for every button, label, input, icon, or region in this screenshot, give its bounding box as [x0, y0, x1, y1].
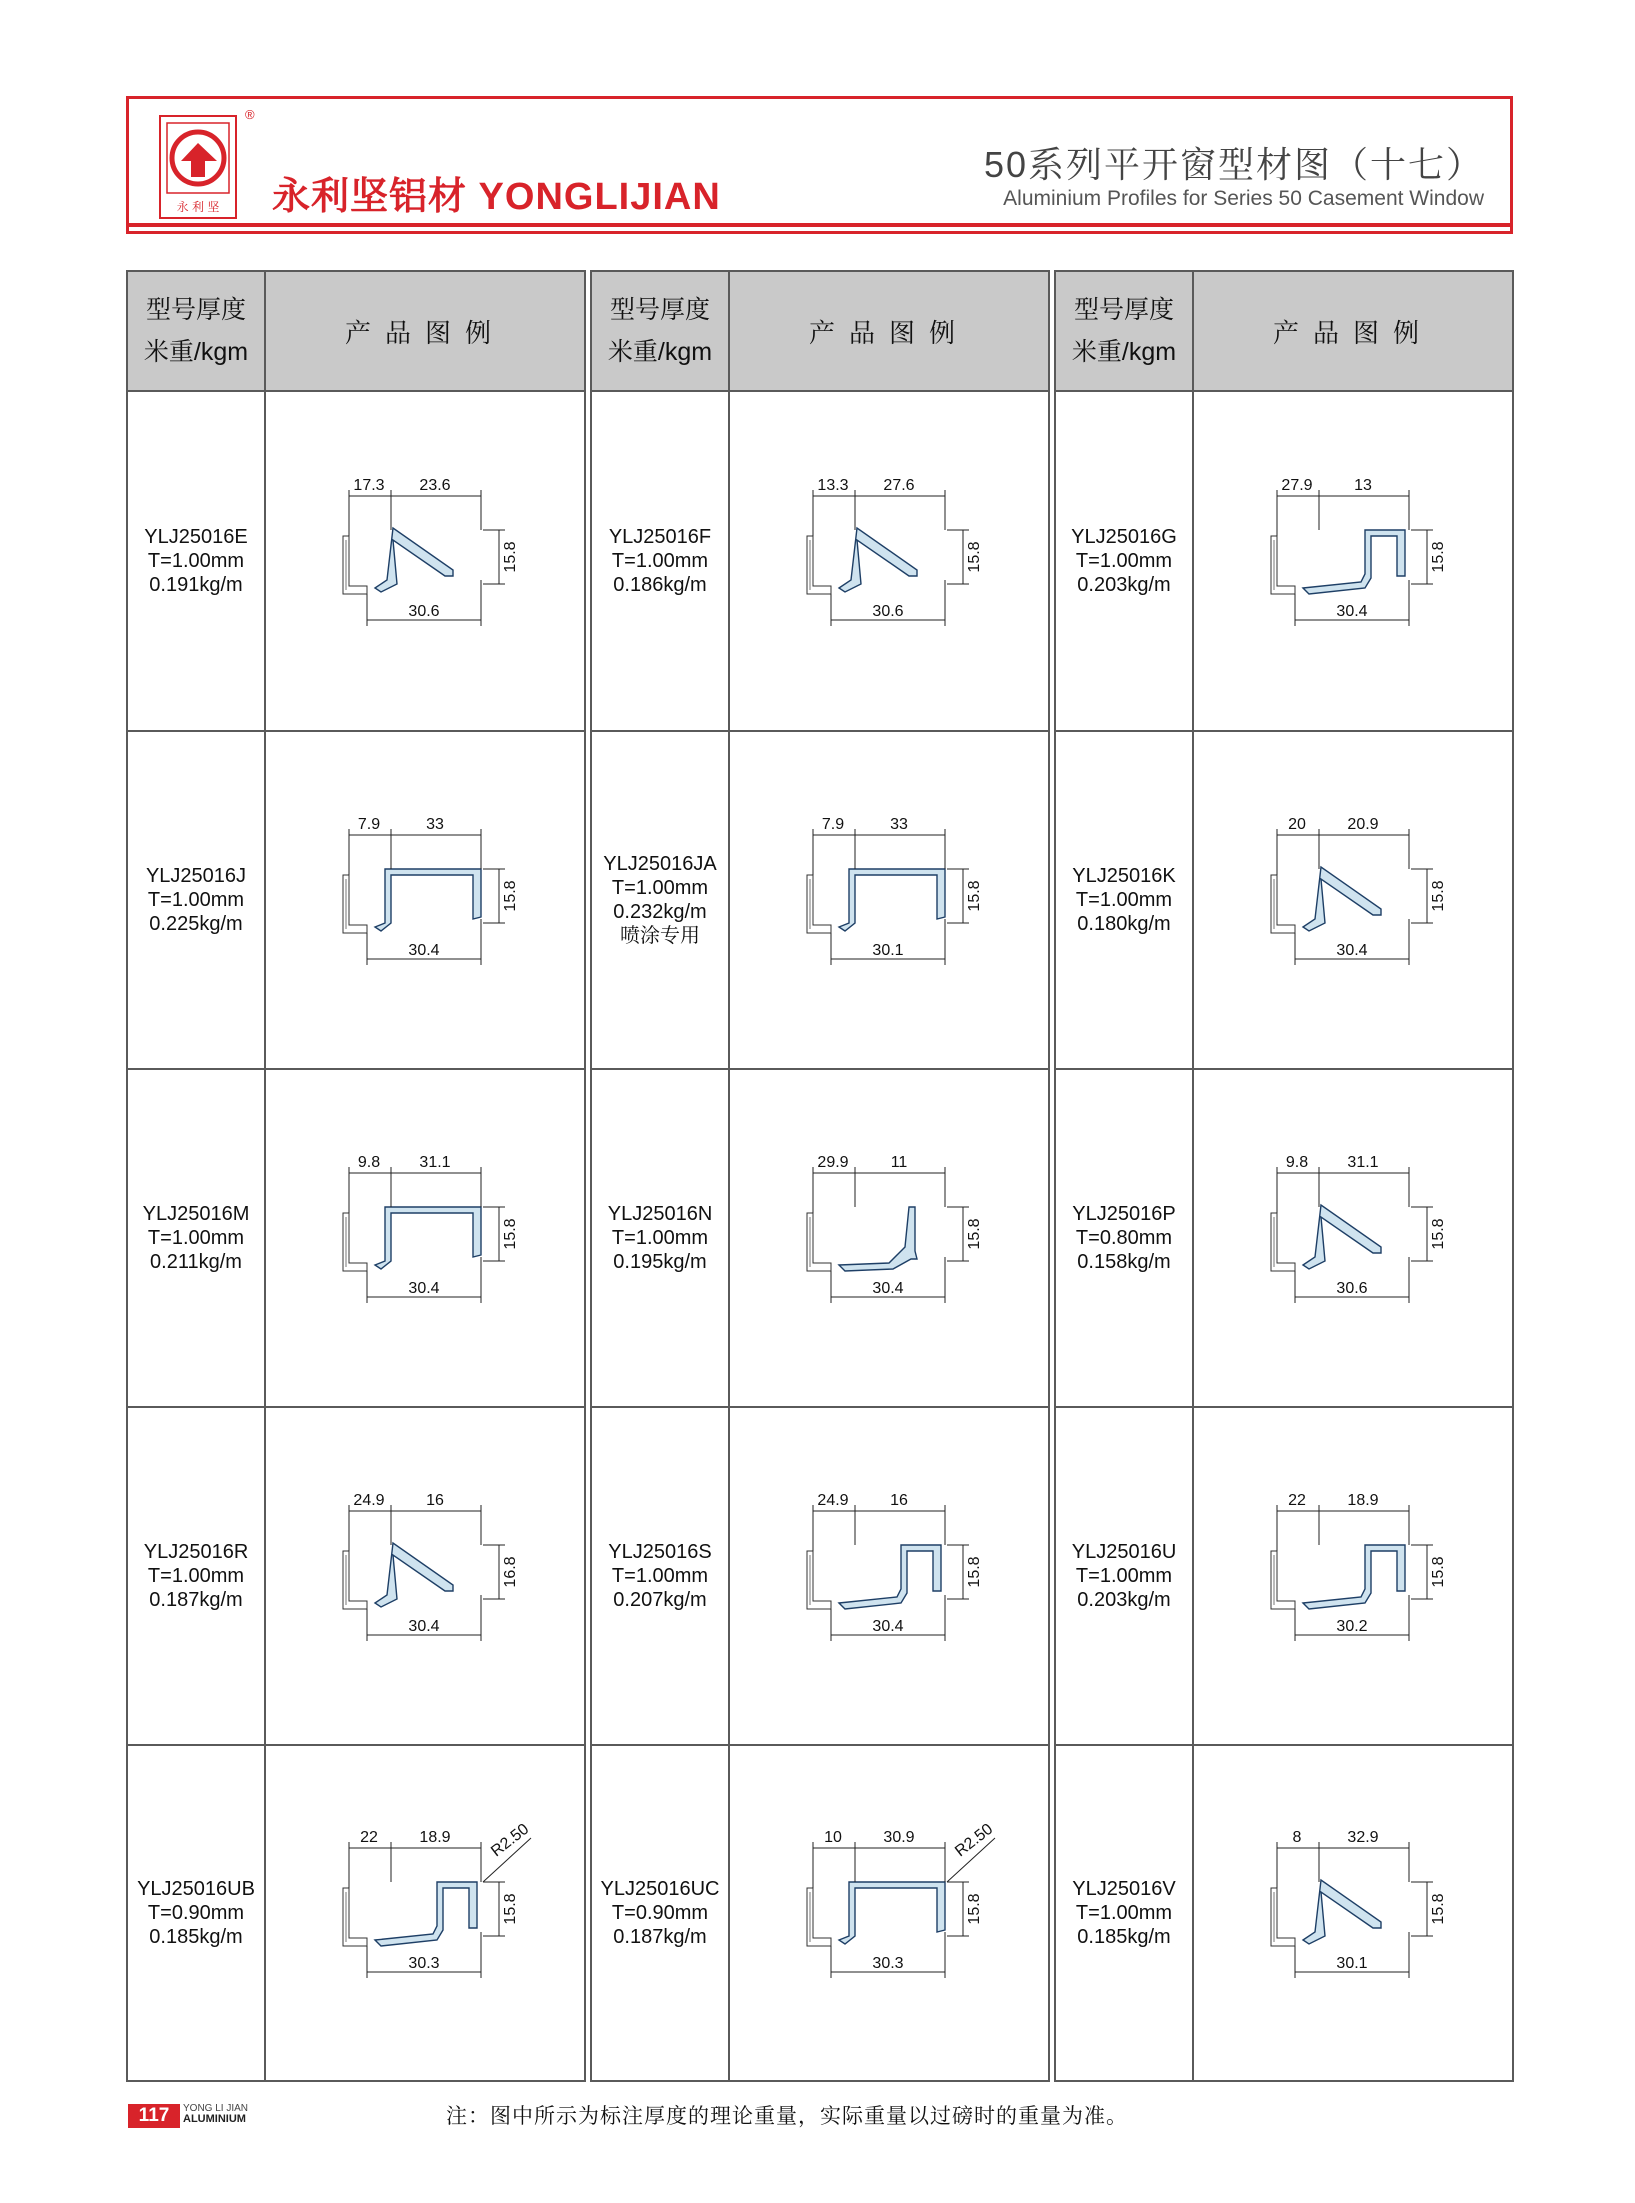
profile-row	[128, 1744, 584, 2080]
profile-shape	[343, 1543, 453, 1609]
header-model-line1: 型号厚度	[1073, 296, 1174, 324]
model-thickness: T=1.00mm	[147, 889, 245, 911]
model-thickness: T=1.00mm	[611, 550, 709, 572]
profile-drawing	[769, 466, 1009, 656]
profile-shape	[807, 1207, 917, 1271]
model-code: YLJ25016M	[142, 1203, 250, 1225]
dim-height: 15.8	[1430, 1893, 1447, 1925]
model-thickness: T=1.00mm	[147, 1227, 245, 1249]
header-figure-cell: 产品图例	[808, 317, 969, 348]
profile-shape	[807, 1545, 941, 1609]
model-code: YLJ25016E	[144, 526, 248, 548]
model-code: YLJ25016N	[607, 1203, 713, 1225]
profile-drawing	[769, 1818, 1009, 2008]
model-cell	[1056, 1746, 1194, 2080]
profile-drawing	[305, 466, 545, 656]
model-thickness: T=1.00mm	[1075, 1902, 1173, 1924]
profile-row	[592, 730, 1048, 1068]
model-cell	[128, 1746, 266, 2080]
dim-top-right: 33	[890, 816, 908, 833]
footer-note: 注：图中所示为标注厚度的理论重量，实际重量以过磅时的重量为准。	[446, 2105, 1128, 2128]
dim-top-right: 20.9	[1347, 816, 1379, 833]
footer-brand: YONG LI JIAN ALUMINIUM	[183, 2103, 249, 2125]
model-thickness: T=1.00mm	[1075, 1565, 1173, 1587]
model-weight: 0.185kg/m	[1077, 1926, 1171, 1948]
dim-height: 15.8	[966, 1556, 983, 1588]
model-code: YLJ25016R	[143, 1541, 249, 1563]
dim-bottom: 30.6	[408, 603, 440, 620]
dim-top-left: 9.8	[1285, 1154, 1309, 1171]
model-thickness: T=1.00mm	[611, 877, 709, 899]
figure-cell	[266, 1746, 584, 2080]
model-code: YLJ25016V	[1072, 1878, 1176, 1900]
dim-top-left: 27.9	[1281, 477, 1313, 494]
dim-radius: R2.50	[952, 1820, 997, 1861]
dim-top-right: 30.9	[883, 1829, 915, 1846]
figure-cell	[266, 392, 584, 730]
profile-row	[1056, 1406, 1512, 1744]
dim-height: 16.8	[502, 1556, 519, 1588]
page-subtitle: Aluminium Profiles for Series 50 Casement Window	[1003, 187, 1484, 210]
model-code: YLJ25016K	[1072, 865, 1176, 887]
header-divider	[129, 223, 1510, 227]
dim-top-right: 18.9	[1347, 1492, 1379, 1509]
dim-height: 15.8	[502, 880, 519, 912]
model-cell	[1056, 1408, 1194, 1744]
profile-row	[1056, 392, 1512, 730]
dim-top-right: 18.9	[419, 1829, 451, 1846]
dim-height: 15.8	[966, 541, 983, 573]
model-weight: 0.191kg/m	[149, 574, 243, 596]
dim-top-left: 9.8	[357, 1154, 381, 1171]
dim-height: 15.8	[502, 1893, 519, 1925]
model-cell	[128, 1408, 266, 1744]
profile-shape	[1271, 530, 1405, 594]
profile-drawing	[1233, 805, 1473, 995]
dim-height: 15.8	[1430, 541, 1447, 573]
dim-bottom: 30.6	[1336, 1280, 1368, 1297]
dim-top-left: 24.9	[817, 1492, 849, 1509]
page-number: 117	[128, 2104, 180, 2128]
dim-bottom: 30.4	[408, 1280, 440, 1297]
model-weight: 0.185kg/m	[149, 1926, 243, 1948]
model-code: YLJ25016J	[145, 865, 247, 887]
dim-height: 15.8	[1430, 880, 1447, 912]
dim-bottom: 30.1	[1336, 1955, 1368, 1972]
profile-row	[1056, 1068, 1512, 1406]
model-code: YLJ25016P	[1072, 1203, 1176, 1225]
figure-cell	[266, 1408, 584, 1744]
model-weight: 0.225kg/m	[149, 913, 243, 935]
header-model-line1: 型号厚度	[145, 296, 246, 324]
model-cell	[128, 1070, 266, 1406]
profile-shape	[343, 1207, 481, 1271]
model-thickness: T=0.90mm	[611, 1902, 709, 1924]
dim-top-left: 22	[1288, 1492, 1306, 1509]
model-code: YLJ25016UB	[137, 1878, 255, 1900]
brand-name: 永利坚铝材 YONGLIJIAN	[272, 176, 721, 218]
dim-bottom: 30.4	[408, 942, 440, 959]
model-cell	[128, 732, 266, 1068]
dim-top-left: 20	[1288, 816, 1306, 833]
dim-top-left: 22	[360, 1829, 378, 1846]
profile-row	[592, 1068, 1048, 1406]
model-code: YLJ25016UC	[600, 1878, 720, 1900]
figure-cell	[730, 1070, 1048, 1406]
model-code: YLJ25016G	[1071, 526, 1177, 548]
model-thickness: T=0.90mm	[147, 1902, 245, 1924]
table-header	[1056, 272, 1512, 392]
model-code: YLJ25016JA	[603, 853, 717, 875]
dim-top-left: 17.3	[353, 477, 385, 494]
model-cell	[592, 1408, 730, 1744]
profile-drawing	[305, 1481, 545, 1671]
dim-top-left: 8	[1292, 1829, 1302, 1846]
header-model-line2: 米重/kgm	[607, 338, 713, 366]
model-code: YLJ25016S	[608, 1541, 712, 1563]
figure-cell	[1194, 1746, 1512, 2080]
dim-top-right: 27.6	[883, 477, 915, 494]
profile-shape	[807, 528, 917, 594]
page-header	[126, 96, 1513, 234]
header-model-line1: 型号厚度	[609, 296, 710, 324]
model-cell	[592, 1746, 730, 2080]
company-logo	[159, 115, 237, 219]
profile-drawing	[305, 1143, 545, 1333]
model-weight: 0.203kg/m	[1077, 574, 1171, 596]
model-thickness: T=1.00mm	[611, 1227, 709, 1249]
header-figure-cell: 产品图例	[1272, 317, 1433, 348]
dim-top-left: 29.9	[817, 1154, 849, 1171]
profile-drawing	[769, 1481, 1009, 1671]
dim-height: 15.8	[1430, 1218, 1447, 1250]
dim-radius: R2.50	[488, 1820, 533, 1861]
profile-drawing	[1233, 1143, 1473, 1333]
dim-bottom: 30.4	[872, 1618, 904, 1635]
dim-bottom: 30.4	[408, 1618, 440, 1635]
header-model-line2: 米重/kgm	[143, 338, 249, 366]
figure-cell	[730, 1746, 1048, 2080]
figure-cell	[1194, 1070, 1512, 1406]
model-weight: 0.180kg/m	[1077, 913, 1171, 935]
header-figure-cell: 产品图例	[344, 317, 505, 348]
model-thickness: T=1.00mm	[1075, 889, 1173, 911]
profile-row	[128, 1406, 584, 1744]
model-weight: 0.187kg/m	[149, 1589, 243, 1611]
model-thickness: T=1.00mm	[147, 550, 245, 572]
profile-table-3	[1054, 270, 1514, 2082]
dim-height: 15.8	[966, 1218, 983, 1250]
figure-cell	[730, 392, 1048, 730]
model-thickness: T=1.00mm	[147, 1565, 245, 1587]
dim-top-left: 24.9	[353, 1492, 385, 1509]
dim-bottom: 30.4	[1336, 942, 1368, 959]
model-weight: 0.207kg/m	[613, 1589, 707, 1611]
dim-height: 15.8	[1430, 1556, 1447, 1588]
figure-cell	[266, 1070, 584, 1406]
header-model-cell	[592, 272, 730, 390]
model-cell	[592, 392, 730, 730]
profile-shape	[343, 869, 481, 933]
model-thickness: T=0.80mm	[1075, 1227, 1173, 1249]
dim-height: 15.8	[502, 541, 519, 573]
model-weight: 0.232kg/m	[613, 901, 707, 923]
dim-bottom: 30.4	[1336, 603, 1368, 620]
profile-drawing	[769, 805, 1009, 995]
profile-shape	[1271, 1880, 1381, 1946]
model-cell	[128, 392, 266, 730]
model-weight: 0.186kg/m	[613, 574, 707, 596]
profile-row	[1056, 1744, 1512, 2080]
model-weight: 0.187kg/m	[613, 1926, 707, 1948]
profile-row	[128, 392, 584, 730]
profile-shape	[807, 869, 945, 933]
profile-drawing	[1233, 466, 1473, 656]
dim-height: 15.8	[502, 1218, 519, 1250]
figure-cell	[1194, 732, 1512, 1068]
dim-top-left: 7.9	[357, 816, 381, 833]
model-cell	[592, 732, 730, 1068]
profile-drawing	[1233, 1481, 1473, 1671]
figure-cell	[730, 1408, 1048, 1744]
dim-bottom: 30.4	[872, 1280, 904, 1297]
dim-bottom: 30.1	[872, 942, 904, 959]
dim-top-right: 32.9	[1347, 1829, 1379, 1846]
model-cell	[1056, 1070, 1194, 1406]
model-weight: 0.203kg/m	[1077, 1589, 1171, 1611]
profile-row	[592, 1406, 1048, 1744]
model-cell	[592, 1070, 730, 1406]
figure-cell	[730, 732, 1048, 1068]
profile-table-2	[590, 270, 1050, 2082]
dim-top-right: 33	[426, 816, 444, 833]
profile-row	[128, 730, 584, 1068]
dim-top-right: 11	[890, 1154, 908, 1171]
dim-top-right: 23.6	[419, 477, 451, 494]
dim-bottom: 30.2	[1336, 1618, 1368, 1635]
model-thickness: T=1.00mm	[611, 1565, 709, 1587]
dim-top-right: 13	[1354, 477, 1372, 494]
profile-table-1	[126, 270, 586, 2082]
profile-drawing	[305, 805, 545, 995]
model-cell	[1056, 392, 1194, 730]
model-weight: 0.195kg/m	[613, 1251, 707, 1273]
table-header	[592, 272, 1048, 392]
header-model-cell	[128, 272, 266, 390]
svg-text:永 利 坚: 永 利 坚	[176, 200, 220, 214]
profile-row	[1056, 730, 1512, 1068]
dim-height: 15.8	[966, 880, 983, 912]
header-model-cell	[1056, 272, 1194, 390]
profile-row	[128, 1068, 584, 1406]
dim-top-left: 10	[824, 1829, 842, 1846]
dim-top-left: 13.3	[817, 477, 849, 494]
dim-top-right: 31.1	[1347, 1154, 1379, 1171]
header-model-line2: 米重/kgm	[1071, 338, 1177, 366]
profile-row	[592, 392, 1048, 730]
figure-cell	[1194, 1408, 1512, 1744]
dim-height: 15.8	[966, 1893, 983, 1925]
profile-drawing	[305, 1818, 545, 2008]
profile-shape	[807, 1882, 945, 1946]
dim-top-right: 16	[890, 1492, 908, 1509]
profile-shape	[343, 1882, 477, 1946]
profile-drawing	[769, 1143, 1009, 1333]
model-thickness: T=1.00mm	[1075, 550, 1173, 572]
profile-shape	[1271, 1205, 1381, 1271]
dim-bottom: 30.3	[408, 1955, 440, 1972]
dim-top-left: 7.9	[821, 816, 845, 833]
figure-cell	[266, 732, 584, 1068]
model-weight: 0.158kg/m	[1077, 1251, 1171, 1273]
model-note: 喷涂专用	[620, 925, 700, 947]
dim-bottom: 30.3	[872, 1955, 904, 1972]
profile-shape	[1271, 1545, 1405, 1609]
dim-bottom: 30.6	[872, 603, 904, 620]
model-cell	[1056, 732, 1194, 1068]
dim-top-right: 31.1	[419, 1154, 451, 1171]
table-header	[128, 272, 584, 392]
registered-mark: ®	[245, 107, 255, 122]
model-weight: 0.211kg/m	[150, 1251, 242, 1273]
profile-shape	[343, 528, 453, 594]
model-code: YLJ25016F	[608, 526, 712, 548]
dim-top-right: 16	[426, 1492, 444, 1509]
figure-cell	[1194, 392, 1512, 730]
profile-shape	[1271, 867, 1381, 933]
profile-row	[592, 1744, 1048, 2080]
model-code: YLJ25016U	[1071, 1541, 1177, 1563]
profile-drawing	[1233, 1818, 1473, 2008]
page-title: 50系列平开窗型材图（十七）	[983, 144, 1484, 185]
